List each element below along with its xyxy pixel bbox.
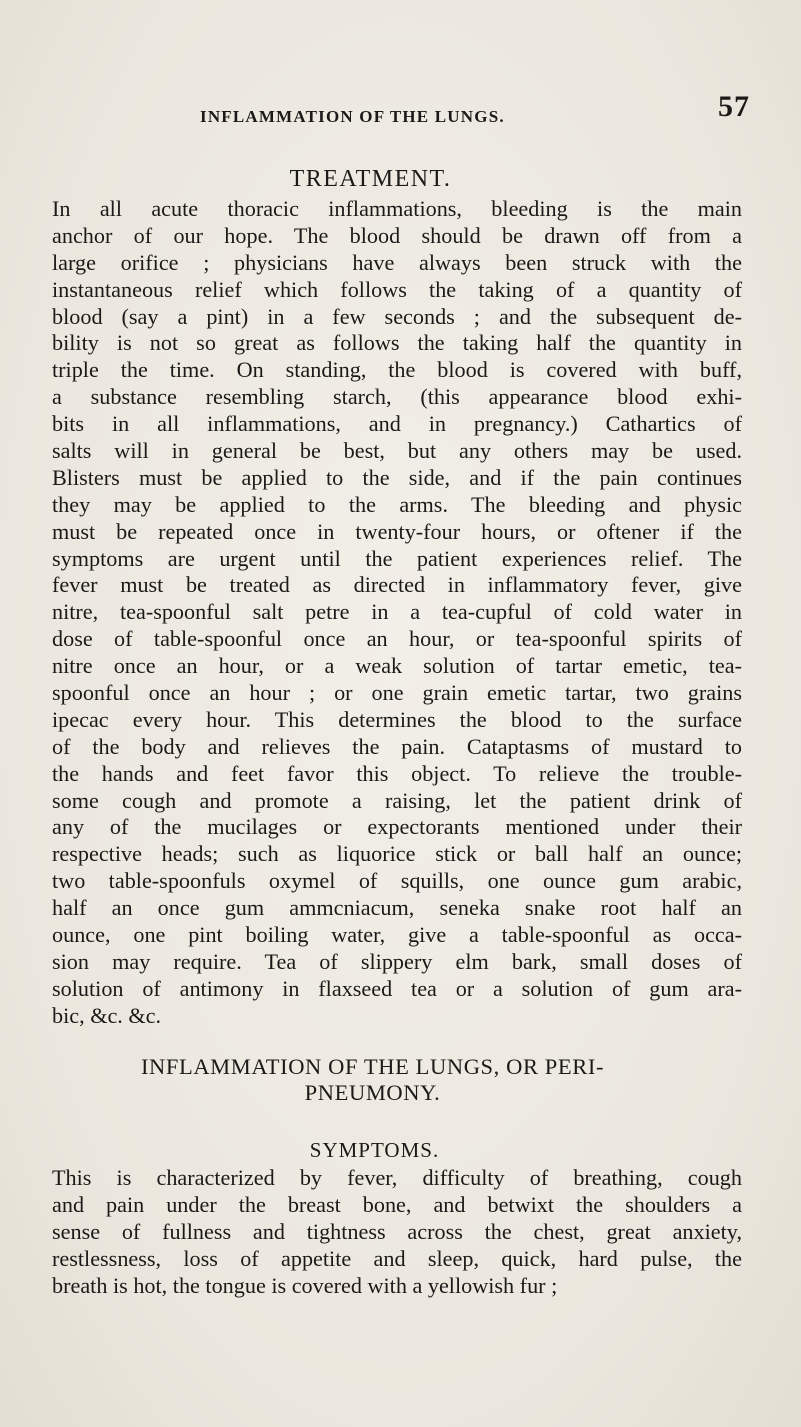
- text-line: anchor of our hope. The blood should be drawn off from a: [52, 222, 742, 248]
- text-line: solution of antimony in flaxseed tea or a solution of gum ara-: [52, 975, 742, 1001]
- text-line: two table-spoonfuls oxymel of squills, one ounce gum arabic,: [52, 868, 742, 894]
- text-line: a substance resembling starch, (this appearance blood exhi-: [52, 384, 742, 410]
- running-title: INFLAMMATION OF THE LUNGS.: [200, 107, 505, 126]
- text-line: salts will in general be best, but any others may be used.: [52, 438, 742, 464]
- symptoms-paragraph: [52, 1165, 742, 1299]
- inflammation-heading-line: PNEUMONY.: [304, 1080, 441, 1105]
- inflammation-heading: [0, 1054, 773, 1106]
- inflammation-heading-line: INFLAMMATION OF THE LUNGS, OR PERI-: [140, 1054, 605, 1079]
- text-line: symptoms are urgent until the patient experiences relief. The: [52, 545, 742, 571]
- text-line: ipecac every hour. This determines the blood to the surface: [52, 706, 742, 732]
- text-line: sense of fullness and tightness across the chest, great anxiety,: [52, 1218, 742, 1244]
- text-line: blood (say a pint) in a few seconds ; and the subsequent de-: [52, 303, 742, 329]
- text-line: any of the mucilages or expectorants mentioned under their: [52, 814, 742, 840]
- text-line: nitre once an hour, or a weak solution of tartar emetic, tea-: [52, 653, 742, 679]
- text-line: spoonful once an hour ; or one grain emetic tartar, two grains: [52, 680, 742, 706]
- text-line: bits in all inflammations, and in pregnancy.) Cathartics of: [52, 411, 742, 437]
- text-line: they may be applied to the arms. The bleeding and physic: [52, 491, 742, 517]
- text-line: of the body and relieves the pain. Cataptasms of mustard to: [52, 733, 742, 759]
- text-line: dose of table-spoonful once an hour, or tea-spoonful spirits of: [52, 626, 742, 652]
- text-line: half an once gum ammcniacum, seneka snake root half an: [52, 895, 742, 921]
- text-line: In all acute thoracic inflammations, bleeding is the main: [52, 196, 742, 221]
- treatment-heading: TREATMENT.: [289, 166, 452, 192]
- text-line: bic, &c. &c.: [52, 1002, 162, 1028]
- treatment-paragraph: [52, 196, 742, 1030]
- text-line: breath is hot, the tongue is covered with a yellowish fur ;: [52, 1272, 558, 1298]
- text-line: triple the time. On standing, the blood is covered with buff,: [52, 357, 742, 383]
- text-line: Blisters must be applied to the side, and if the pain continues: [52, 464, 742, 490]
- page-number: 57: [718, 90, 750, 123]
- text-line: nitre, tea-spoonful salt petre in a tea-cupful of cold water in: [52, 599, 742, 625]
- text-line: the hands and feet favor this object. To relieve the trouble-: [52, 760, 742, 786]
- text-line: must be repeated once in twenty-four hours, or oftener if the: [52, 518, 742, 544]
- text-line: respective heads; such as liquorice stick or ball half an ounce;: [52, 841, 742, 867]
- text-line: instantaneous relief which follows the taking of a quantity of: [52, 276, 742, 302]
- text-line: large orifice ; physicians have always been struck with the: [52, 249, 742, 275]
- text-line: ounce, one pint boiling water, give a table-spoonful as occa-: [52, 922, 742, 948]
- running-head: [60, 90, 750, 130]
- text-line: sion may require. Tea of slippery elm bark, small doses of: [52, 948, 742, 974]
- text-line: and pain under the breast bone, and betwixt the shoulders a: [52, 1191, 742, 1217]
- text-line: This is characterized by fever, difficulty of breathing, cough: [52, 1165, 742, 1190]
- text-line: bility is not so great as follows the taking half the quantity in: [52, 330, 742, 356]
- symptoms-heading: SYMPTOMS.: [309, 1138, 440, 1162]
- text-line: restlessness, loss of appetite and sleep, quick, hard pulse, the: [52, 1245, 742, 1271]
- text-line: some cough and promote a raising, let the patient drink of: [52, 787, 742, 813]
- text-line: fever must be treated as directed in inflammatory fever, give: [52, 572, 742, 598]
